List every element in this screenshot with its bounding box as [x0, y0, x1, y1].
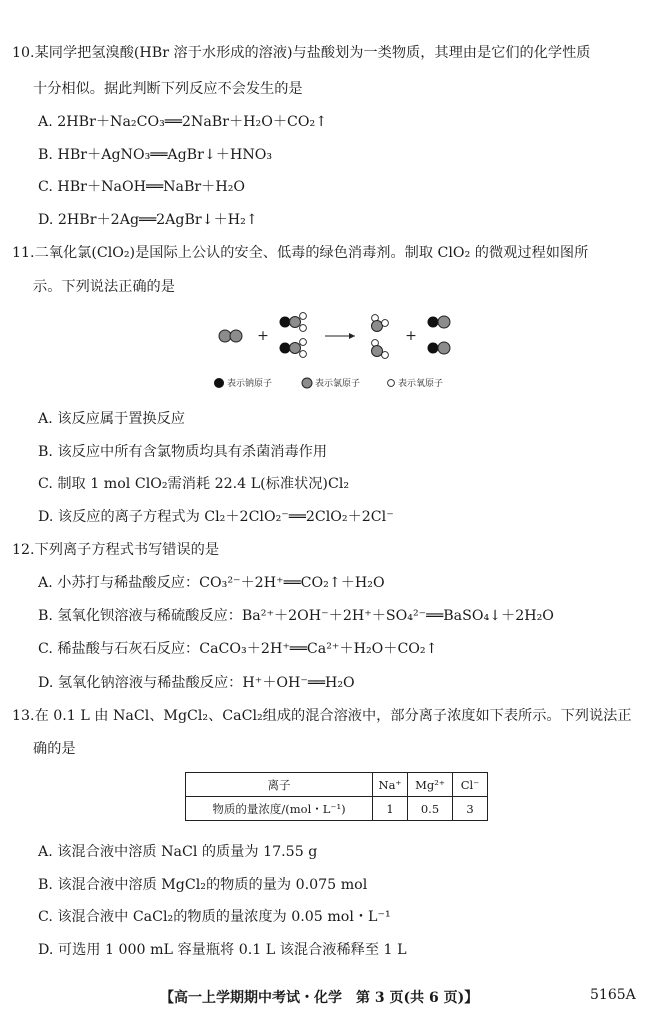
q12-option-b: B. 氢氧化钡溶液与稀硫酸反应：Ba²⁺＋2OH⁻＋2H⁺＋SO₄²⁻══BaSO₄↓＋2H₂O	[38, 608, 554, 624]
chlorine-atom	[438, 316, 450, 328]
chlorine-atom	[230, 330, 242, 342]
q10-option-c: C. HBr＋NaOH══NaBr＋H₂O	[38, 179, 246, 195]
oxygen-atom	[300, 313, 307, 320]
q13-stem-line1: 13.在 0.1 L 由 NaCl、MgCl₂、CaCl₂组成的混合溶液中，部分离子浓度如下表所示。下列说法正	[12, 708, 632, 724]
naclo2-molecule-bottom	[280, 339, 306, 358]
legend-oxygen-label: 表示氧原子	[398, 379, 444, 389]
chlorine-atom	[290, 317, 301, 328]
q13-option-b: B. 该混合液中溶质 MgCl₂的物质的量为 0.075 mol	[38, 877, 368, 893]
sodium-atom	[428, 317, 438, 327]
q11-option-d: D. 该反应的离子方程式为 Cl₂＋2ClO₂⁻══2ClO₂＋2Cl⁻	[38, 509, 394, 525]
q10-option-a: A. 2HBr＋Na₂CO₃══2NaBr＋H₂O＋CO₂↑	[38, 114, 328, 130]
table-header-row	[186, 773, 488, 797]
chlorine-atom	[219, 330, 231, 342]
legend-sodium-swatch	[215, 379, 224, 388]
table-cell: 1	[373, 797, 408, 821]
q10-stem-line2: 十分相似。据此判断下列反应不会发生的是	[33, 81, 303, 97]
clo2-molecule-bottom	[372, 340, 389, 359]
q11-stem-line1: 11.二氧化氯(ClO₂)是国际上公认的安全、低毒的绿色消毒剂。制取 ClO₂ 的微观过程如图所	[12, 245, 589, 261]
q11-option-c: C. 制取 1 mol ClO₂需消耗 22.4 L(标准状况)Cl₂	[38, 476, 350, 492]
chlorine-atom	[372, 346, 383, 357]
table-cell: 离子	[186, 773, 373, 797]
q13-option-d: D. 可选用 1 000 mL 容量瓶将 0.1 L 该混合液稀释至 1 L	[38, 942, 407, 958]
table-cell: 3	[453, 797, 488, 821]
q10-option-d: D. 2HBr＋2Ag══2AgBr↓＋H₂↑	[38, 212, 258, 228]
oxygen-atom	[382, 352, 389, 359]
clo2-molecule-top	[372, 315, 389, 332]
q12-option-d: D. 氢氧化钠溶液与稀盐酸反应：H⁺＋OH⁻══H₂O	[38, 675, 355, 691]
table-cell: 物质的量浓度/(mol・L⁻¹)	[186, 797, 373, 821]
q10-option-b: B. HBr＋AgNO₃══AgBr↓＋HNO₃	[38, 147, 273, 163]
legend-chlorine-swatch	[302, 378, 312, 388]
q13-stem-line2: 确的是	[33, 741, 76, 757]
table-cell: 0.5	[408, 797, 453, 821]
q11-stem-line2: 示。下列说法正确的是	[33, 279, 175, 295]
reaction-diagram	[205, 308, 455, 396]
q11-option-a: A. 该反应属于置换反应	[38, 411, 185, 427]
oxygen-atom	[382, 320, 389, 327]
nacl-molecule-bottom	[428, 342, 450, 354]
chlorine-atom	[372, 321, 383, 332]
q10-stem-line1: 10.某同学把氢溴酸(HBr 溶于水形成的溶液)与盐酸划为一类物质，其理由是它们的化学性质	[12, 45, 591, 61]
cl2-molecule	[219, 330, 242, 342]
table-cell: Na⁺	[373, 773, 408, 797]
sodium-atom	[280, 343, 290, 353]
q12-stem: 12.下列离子方程式书写错误的是	[12, 542, 220, 558]
q13-option-c: C. 该混合液中 CaCl₂的物质的量浓度为 0.05 mol・L⁻¹	[38, 909, 391, 925]
sodium-atom	[280, 317, 290, 327]
naclo2-molecule-top	[280, 313, 306, 332]
diagram-legend	[215, 377, 444, 389]
legend-sodium-label: 表示钠原子	[227, 379, 273, 389]
q13-option-a: A. 该混合液中溶质 NaCl 的质量为 17.55 g	[38, 844, 318, 860]
footer-exam-title: 【高一上学期期中考试・化学 第 3 页(共 6 页)】	[160, 990, 479, 1006]
footer-paper-code: 5165A	[590, 987, 636, 1003]
chlorine-atom	[438, 342, 450, 354]
reaction-arrow	[325, 333, 355, 339]
sodium-atom	[428, 343, 438, 353]
legend-chlorine-label: 表示氯原子	[315, 379, 361, 389]
plus-sign: +	[257, 328, 269, 344]
table-row	[186, 797, 488, 821]
table-cell: Mg²⁺	[408, 773, 453, 797]
oxygen-atom	[300, 351, 307, 358]
q12-option-c: C. 稀盐酸与石灰石反应：CaCO₃＋2H⁺══Ca²⁺＋H₂O＋CO₂↑	[38, 641, 438, 657]
plus-sign: +	[405, 328, 417, 344]
oxygen-atom	[300, 339, 307, 346]
chlorine-atom	[290, 343, 301, 354]
table-cell: Cl⁻	[453, 773, 488, 797]
legend-oxygen-swatch	[388, 380, 395, 387]
ion-concentration-table	[185, 772, 488, 821]
q11-option-b: B. 该反应中所有含氯物质均具有杀菌消毒作用	[38, 444, 328, 460]
oxygen-atom	[300, 325, 307, 332]
q12-option-a: A. 小苏打与稀盐酸反应：CO₃²⁻＋2H⁺══CO₂↑＋H₂O	[38, 575, 385, 591]
nacl-molecule-top	[428, 316, 450, 328]
